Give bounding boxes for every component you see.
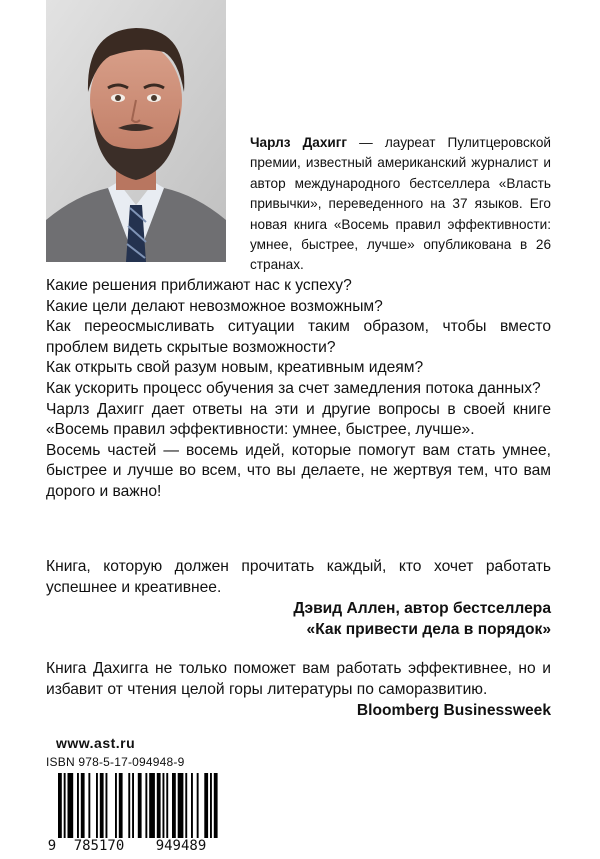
barcode-bar [214, 773, 218, 839]
barcode-bar [197, 773, 199, 839]
attribution-line: «Как привести дела в порядок» [306, 621, 551, 638]
barcode-bar [119, 773, 123, 839]
barcode-bar [185, 773, 187, 839]
barcode-bar [166, 773, 168, 839]
barcode-digits [46, 838, 222, 854]
review-quote-allen: Книга, которую должен прочитать каждый, кто хочет работать успешнее и креативнее. [46, 558, 551, 596]
description-paragraph: Какие цели делают невозможное возможным? [46, 297, 383, 315]
author-portrait-image [46, 0, 226, 262]
barcode-bar [178, 773, 184, 839]
barcode-bar [58, 773, 62, 839]
description-paragraph: Как открыть свой разум новым, креативным идеям? [46, 359, 424, 377]
barcode-bar [191, 773, 193, 839]
book-description [46, 276, 551, 503]
barcode-bar [106, 773, 108, 839]
description-paragraph: Как ускорить процесс обучения за счет замедления потока данных? [46, 379, 541, 397]
author-bio-text: — лауреат Пулитцеровской премии, известный американский журналист и автор международного бестселлера «Власть привычки», переведенного на 37 языков. Его новая книга «Восемь правил эффективности: умнее, быстрее, лучше» опубликована в 26 странах. [250, 135, 552, 273]
barcode-bar [145, 773, 147, 839]
barcode-bar [157, 773, 161, 839]
description-paragraph: Как переосмысливать ситуации таким образом, чтобы вместо проблем видеть скрытые возможности? [46, 318, 551, 356]
author-bio [250, 133, 551, 276]
barcode-bar [172, 773, 176, 839]
barcode-bar [138, 773, 142, 839]
isbn-number: ISBN 978-5-17-094948-9 [46, 755, 185, 769]
barcode-group-right: 949489 [140, 838, 222, 854]
author-photo [46, 0, 226, 262]
review-attribution-allen [46, 598, 551, 640]
barcode-bar [132, 773, 134, 839]
description-paragraph: Восемь частей — восемь идей, которые помогут вам стать умнее, быстрее и лучше во всем, что вы делаете, не жертвуя тем, что вам дорого и важно! [46, 441, 551, 500]
barcode-bar [204, 773, 208, 839]
barcode-bar [115, 773, 117, 839]
attribution-line: Дэвид Аллен, автор бестселлера [293, 600, 551, 617]
barcode-bar [96, 773, 98, 839]
barcode-lead-digit: 9 [47, 838, 57, 854]
description-paragraph: Чарлз Дахигг дает ответы на эти и другие вопросы в своей книге «Восемь правил эффективности: умнее, быстрее, лучше». [46, 400, 551, 439]
barcode-bar [81, 773, 85, 839]
barcode-group-left: 785170 [58, 838, 140, 854]
author-name: Чарлз Дахигг [250, 135, 348, 150]
description-paragraph: Какие решения приближают нас к успеху? [46, 277, 352, 294]
review-attribution-bloomberg: Bloomberg Businessweek [356, 702, 551, 719]
review-quote-bloomberg: Книга Дахигга не только поможет вам работать эффективнее, но и избавит от чтения целой горы литературы по саморазвитию. [46, 660, 551, 698]
barcode-bar [100, 773, 104, 839]
barcode-bar [163, 773, 165, 839]
barcode-bar [68, 773, 74, 839]
barcode-bar [64, 773, 66, 839]
barcode-bar [210, 773, 212, 839]
barcode-bar [77, 773, 79, 839]
barcode-bar [128, 773, 130, 839]
barcode-bar [149, 773, 155, 839]
barcode-bar [88, 773, 90, 839]
publisher-url: www.ast.ru [56, 735, 136, 751]
barcode-bars [46, 773, 222, 839]
